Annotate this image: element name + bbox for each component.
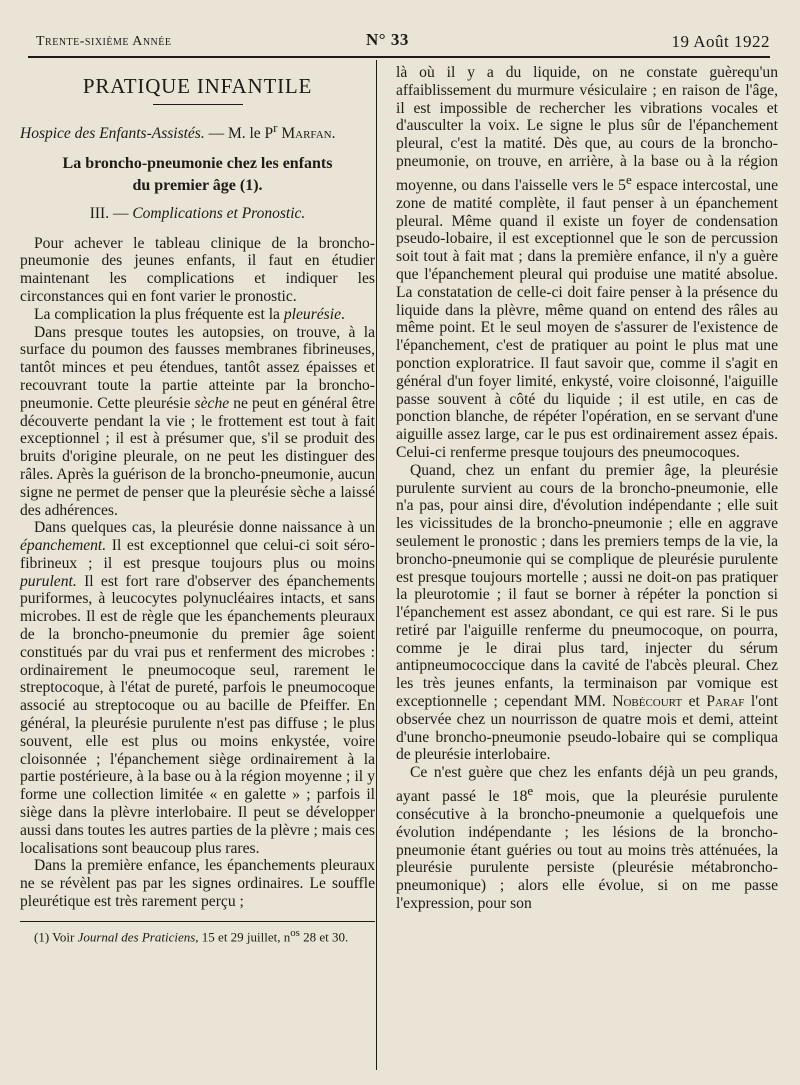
volume-label: Trente-sixième Année bbox=[36, 34, 172, 49]
paragraph: Quand, chez un enfant du premier âge, la pleurésie purulente survient au cours de la broncho-pneumonie, elle n'a pas, pour ainsi dire, d'évolution indépendante ; elle suit les vicissitudes de la broncho-pneumonie ; elle en aggrave seulement le pronostic ; dans les premiers temps de la vie, la broncho-pneumonie qui se complique de pleurésie purulente est presque toujours mortelle ; aussi ne doit-on pas pratiquer la pleurotomie ; il faut se borner à répéter la ponction si l'épanchement est assez abondant, ce qui est rare. Si le pus retiré par l'aiguille renferme du pneumocoque, on pourra, comme je le dirai plus tard, injecter du sérum antipneumococcique dans la cavité de l'abcès pleural. Chez les très jeunes enfants, la terminaison par vomique est exceptionnelle ; cependant MM. Nobécourt et Paraf l'ont observée chez un nourrisson de quatre mois et demi, atteint d'une broncho-pneumonie pseudo-lobaire qui se compliqua de pleurésie interlobaire. bbox=[396, 461, 778, 764]
institution: Hospice des Enfants-Assistés. bbox=[20, 124, 205, 142]
paragraph: Pour achever le tableau clinique de la broncho-pneumonie des jeunes enfants, il faut en étudier maintenant les complications et indiquer les circonstances qui en font varier le pronostic. bbox=[20, 234, 375, 305]
byline-dash: — M. le P bbox=[204, 124, 274, 142]
rubric-rule bbox=[153, 104, 243, 105]
rubric-title: PRATIQUE INFANTILE bbox=[82, 74, 313, 98]
paragraph: Dans la première enfance, les épanchements pleuraux ne se révèlent pas par les signes ordinaires. Le souffle pleurétique est très rarement perçu ; bbox=[20, 857, 375, 911]
article-title-line2: du premier âge (1). bbox=[132, 176, 263, 194]
section-number: III. — bbox=[89, 204, 133, 222]
section-title: Complications et Pronostic. bbox=[132, 204, 306, 222]
issue-number: N° 33 bbox=[366, 30, 409, 49]
article-title-line1: La broncho-pneumonie chez les enfants bbox=[62, 154, 333, 172]
byline-sup: r bbox=[273, 119, 278, 135]
page-header bbox=[28, 30, 770, 54]
column-divider bbox=[376, 60, 377, 1070]
paragraph: Dans presque toutes les autopsies, on trouve, à la surface du poumon des fausses membranes fibrineuses, tantôt minces et peu étendues, tantôt assez épaisses et recouvrant toute la partie atteinte par la broncho-pneumonie. Cette pleurésie sèche ne peut en général être découverte pendant la vie ; le frottement est tout à fait exceptionnel ; il est à présumer que, s'il se produit des bruits d'origine pleurale, on ne peut les distinguer des râles. Après la guérison de la broncho-pneumonie, aucun signe ne permet de penser que la pleurésie sèche a laissé des adhérences. bbox=[20, 323, 375, 519]
left-column bbox=[20, 64, 375, 944]
article-title bbox=[20, 153, 375, 197]
paragraph: La complication la plus fréquente est la pleurésie. bbox=[34, 305, 345, 323]
footnote-rule bbox=[20, 921, 375, 922]
paragraph: Dans quelques cas, la pleurésie donne naissance à un épanchement. Il est exceptionnel que celui-ci soit séro-fibrineux ; il est presque toujours plus ou moins purulent. Il est fort rare d'observer des épanchements puriformes, à leucocytes polynucléaires intacts, et sans microbes. Il est de règle que les épanchements pleuraux de la broncho-pneumonie du premier âge soient constitués par du vrai pus et renferment des microbes : ordinairement le pneumocoque seul, rarement le streptocoque, à l'état de pureté, parfois le pneumocoque associé au streptocoque ou au bacille de Pfeiffer. En général, la pleurésie purulente n'est pas diffuse ; le plus souvent, elle est plus ou moins enkystée, voire cloisonnée ; l'épanchement siège ordinairement à la partie postérieure, à la base ou à la région moyenne ; il y forme une collection limitée « en galette » ; parfois il siège dans la plèvre interlobaire. Il peut se développer aussi dans toutes les autres parties de la plèvre ; mais ces localisations sont beaucoup plus rares. bbox=[20, 519, 375, 857]
issue-date: 19 Août 1922 bbox=[671, 32, 770, 51]
byline bbox=[20, 119, 375, 143]
footnote: (1) Voir Journal des Praticiens, 15 et 29 juillet, $n^{os}$ 28 et 30. bbox=[34, 926, 349, 945]
author-name: Marfan. bbox=[277, 124, 336, 142]
section-heading bbox=[20, 205, 375, 223]
paragraph: Ce n'est guère que chez les enfants déjà un peu grands, ayant passé le 18e mois, que la pleurésie purulente consécutive à la broncho-pneumonie a quelquefois une évolution indépendante ; les lésions de la broncho-pneumonie étant guéries ou tout au moins très atténuées, la pleurésie purulente persiste (pleurésie métabroncho-pneumonique) ; alors elle évolue, si on me passe l'expression, pour son bbox=[396, 764, 778, 913]
header-rule bbox=[28, 56, 770, 58]
right-column bbox=[396, 64, 778, 913]
paragraph: là où il y a du liquide, on ne constate guèrequ'un affaiblissement du murmure vésiculaire ; en raison de l'âge, il est impossible de rechercher les vibrations vocales et d'ausculter la voix. Le signe le plus sûr de l'épanchement pleural, c'est la matité. Dès que, au cours de la broncho-pneumonie, on trouve, en arrière, à la base ou à la région moyenne, ou dans l'aisselle vers le 5e espace intercostal, une zone de matité complète, il faut penser à un épanchement pleural. Même quand il existe un foyer de condensation pseudo-lobaire, il est exceptionnel que le son de percussion soit tout à fait mat ; dans la première enfance, il n'y a guère que l'épanchement pleural qui produise une matité absolue. La constatation de celle-ci doit faire penser à la présence du liquide dans la plèvre, même quand on entend des râles au même point. Et le seul moyen de s'assurer de l'existence de l'épanchement, c'est de pratiquer au point le plus mat une ponction exploratrice. Il faut savoir que, comme il s'agit en général d'un foyer limité, enkysté, voire cloisonné, l'aiguille passe souvent à côté du liquide ; il est utile, en cas de ponction blanche, de répéter l'opération, en se servant d'une aiguille assez large, car le pus est ordinairement assez épais. Celui-ci renferme presque toujours des pneumocoques. bbox=[396, 64, 778, 461]
